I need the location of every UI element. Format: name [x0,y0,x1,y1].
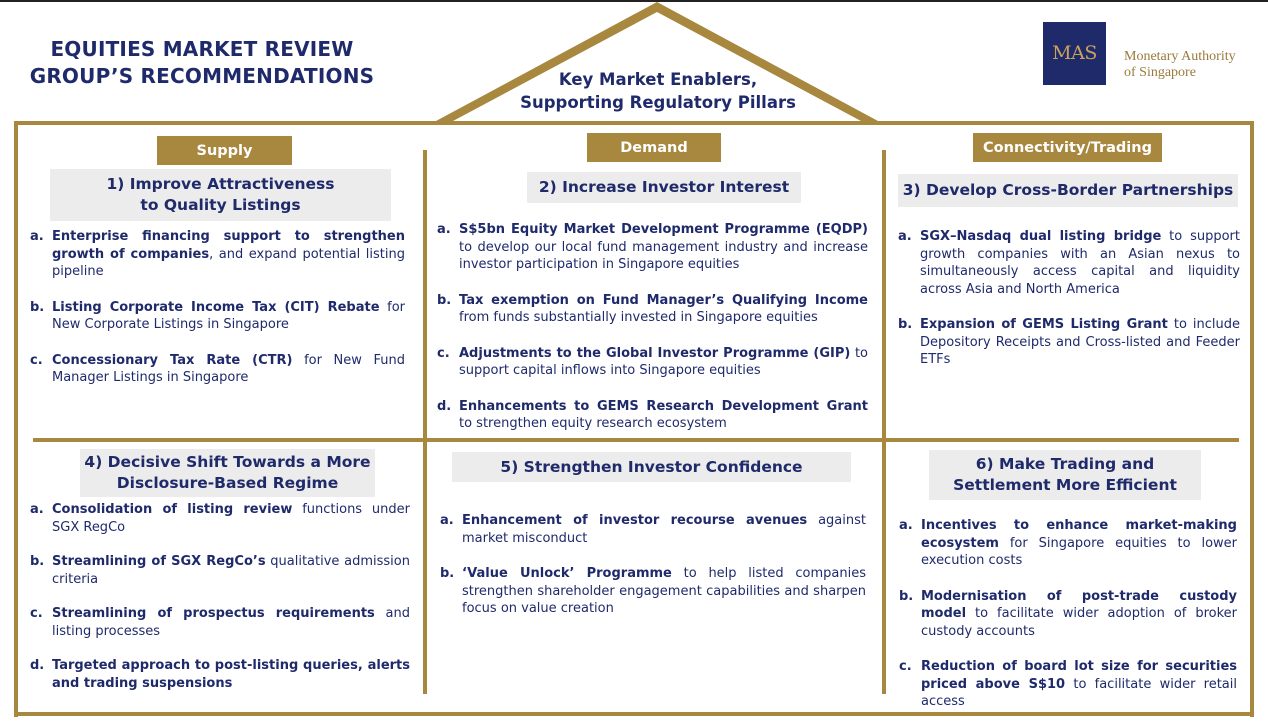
page-title-line-1: EQUITIES MARKET REVIEW [50,37,354,61]
item-letter: c. [30,352,43,368]
item-letter: a. [30,229,44,244]
page-title-line-2: GROUP’S RECOMMENDATIONS [29,64,375,88]
item-text: qualitative admission criteria [52,554,410,587]
item-text: to strengthen equity research ecosystem [459,416,727,431]
item-letter: b. [440,566,455,581]
item-text: for Singapore equities to lower execution costs [921,535,1237,568]
mas-logo-name-line-2: of Singapore [1124,65,1196,80]
section-6-title-line-2: Settlement More Efficient [953,476,1177,494]
item-letter: a. [898,229,912,244]
section-2-title: 2) Increase Investor Interest [538,178,790,196]
mas-logo-name [1124,49,1264,81]
section-4-list [28,501,410,692]
item-bold: Enhancement of investor recourse avenues [462,513,808,528]
list-item [897,588,1237,641]
mas-logo-name-line-1: Monetary Authority [1124,49,1236,64]
item-text: for New Fund Manager Listings in Singapore [52,352,405,385]
item-bold: Adjustments to the Global Investor Programme (GIP) [459,345,851,361]
frame-left [14,121,18,717]
section-1-title-line-2: to Quality Listings [140,196,301,214]
list-item [435,292,868,327]
item-bold: Concessionary Tax Rate (CTR) [52,352,293,368]
list-item [896,316,1240,369]
item-text: functions under SGX RegCo [52,502,410,535]
list-item [435,398,868,433]
roof-caption [500,68,816,114]
item-letter: c. [437,345,450,361]
item-letter: c. [30,606,43,621]
item-text: from funds substantially invested in Singapore equities [459,310,818,325]
list-item [28,501,410,536]
item-letter: b. [30,299,45,315]
item-text: to develop our local fund management industry and increase investor participation in Singapore equities [459,239,868,272]
pillar-connectivity: Connectivity/Trading [973,133,1162,162]
list-item [28,352,405,387]
item-text: , and expand potential listing pipeline [52,246,405,279]
frame-top [14,121,1254,125]
section-6-title-line-1: 6) Make Trading and [975,455,1155,473]
item-bold: Reduction of board lot size for securities priced above S$10 [921,659,1237,692]
list-item [435,221,868,274]
item-letter: c. [899,659,912,674]
section-3-title: 3) Develop Cross-Border Partnerships [902,181,1234,199]
section-5-title: 5) Strengthen Investor Confidence [500,457,803,476]
section-2-list [435,221,868,433]
section-6-header [929,450,1201,500]
section-4-header [80,449,375,497]
section-4-title-line-1: 4) Decisive Shift Towards a More [84,453,371,471]
section-2-header [527,172,801,203]
section-3-list [896,228,1240,369]
roof-caption-line-2: Supporting Regulatory Pillars [520,93,796,112]
item-bold: Tax exemption on Fund Manager’s Qualifying Income [459,292,868,308]
list-item [28,657,410,692]
item-text: and listing processes [52,606,411,639]
item-bold: Targeted approach to post-listing queries, alerts and trading suspensions [52,658,410,691]
divider-col-2 [882,150,886,694]
item-bold: Modernisation of post-trade custody model [921,588,1237,621]
item-text: to include Depository Receipts and Cross-listed and Feeder ETFs [920,317,1240,367]
item-bold: S$5bn Equity Market Development Programme (EQDP) [459,222,868,237]
item-letter: b. [437,292,452,308]
item-letter: a. [30,502,44,517]
frame-right [1250,121,1254,717]
item-text: to help listed companies strengthen shareholder engagement capabilities and sharpen focus on value creation [462,566,866,616]
item-bold: Incentives to enhance market-making ecosystem [921,518,1237,551]
item-bold: SGX–Nasdaq dual listing bridge [920,229,1162,244]
item-text: to support growth companies with an Asian nexus to simultaneously access capital and liquidity across Asia and North America [920,229,1240,297]
item-text: for New Corporate Listings in Singapore [52,299,405,332]
item-bold: Enhancements to GEMS Research Development Grant [459,398,868,414]
section-1-header [50,169,391,221]
list-item [28,553,410,588]
list-item [438,512,866,547]
item-letter: b. [899,588,914,604]
item-letter: a. [437,222,451,237]
item-text: against market misconduct [462,513,866,546]
item-bold: ‘Value Unlock’ Programme [462,566,672,581]
item-text: to facilitate wider adoption of broker custody accounts [921,606,1237,639]
item-letter: a. [899,518,913,533]
item-bold: Streamlining of prospectus requirements [52,606,375,621]
pillar-demand: Demand [587,133,721,162]
pillar-supply: Supply [157,136,292,165]
item-letter: d. [30,658,45,673]
frame-bottom [14,712,1254,716]
item-letter: b. [30,554,45,569]
list-item [435,345,868,380]
mas-logo-mark: MAS [1043,22,1106,85]
item-bold: Enterprise financing support to strengthen growth of companies [52,229,405,262]
list-item [438,565,866,618]
item-bold: Streamlining of SGX RegCo’s [52,554,266,569]
list-item [28,605,410,640]
list-item [897,517,1237,570]
item-text: to facilitate wider retail access [921,676,1237,709]
section-4-title-line-2: Disclosure-Based Regime [116,474,339,492]
divider-middle [33,438,1239,442]
divider-col-1 [423,150,427,694]
section-5-header [452,452,851,482]
list-item [28,228,405,281]
section-1-list [28,228,405,387]
section-3-header [898,174,1238,207]
list-item [896,228,1240,298]
section-5-list [438,512,866,618]
list-item [28,299,405,334]
list-item [897,658,1237,711]
item-letter: d. [437,398,452,414]
item-bold: Expansion of GEMS Listing Grant [920,317,1168,332]
item-bold: Consolidation of listing review [52,502,293,517]
section-1-title-line-1: 1) Improve Attractiveness [106,175,335,193]
item-letter: b. [898,317,913,332]
item-text: to support capital inflows into Singapore equities [459,345,868,378]
section-6-list [897,517,1237,711]
item-letter: a. [440,513,454,528]
item-bold: Listing Corporate Income Tax (CIT) Rebate [52,299,380,315]
roof-caption-line-1: Key Market Enablers, [558,70,758,89]
